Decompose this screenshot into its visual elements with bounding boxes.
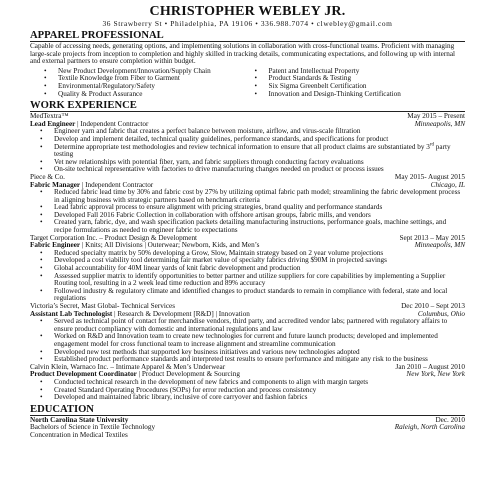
section-heading-education: EDUCATION: [30, 403, 94, 415]
job-bullet: • Assessed supplier matrix to identify opportunities to better partner and utilize suppliers for core capabilities by implementing a Supplier Routing tool, resulting in a 2 week lead time reduction and 89% accuracy: [40, 273, 465, 288]
company-name: Target Corporation Inc. – Product Design & Development: [30, 233, 198, 242]
job-bullet: • Created Standard Operating Procedures (SOPs) for error reduction and process consistency: [40, 387, 465, 395]
job-bullet: • Lead fabric approval process to ensure alignment with pricing strategies, brand quality and performance standards: [40, 204, 465, 212]
job-subtitle: | Knits; All Divisions | Outerwear; Newborn, Kids, and Men’s: [80, 241, 260, 250]
concentration: Concentration in Medical Textiles: [30, 430, 128, 439]
skill-item: • Quality & Product Assurance: [44, 91, 255, 99]
job-bullet: • On-site technical representative with factories to drive manufacturing changes needed on product or process issues: [40, 166, 465, 174]
job-subtitle: | Research & Development [R&D] | Innovation: [112, 309, 250, 318]
job-bullets: [30, 250, 465, 303]
school-name: North Carolina State University: [30, 415, 129, 424]
skills-list: [30, 68, 465, 98]
job-subtitle: | Product Development & Sourcing: [136, 370, 240, 379]
ordinal-suffix: rd: [429, 142, 434, 148]
skill-item: • New Product Development/Innovation/Supply Chain: [44, 68, 255, 76]
section-divider: [30, 111, 465, 112]
degree: Bachelors of Science in Textile Technology: [30, 423, 156, 432]
job-bullet: • Developed a cost viability tool determining fair market value of specialty fabrics driving $90M in projected savings: [40, 257, 465, 265]
job-title: Assistant Lab Technologist: [30, 309, 113, 318]
job-dates: Jan 2010 – August 2010: [395, 362, 465, 371]
skills-column-left: [44, 68, 255, 98]
job-bullet: • Conducted technical research in the development of new fabrics and components to align with margin targets: [40, 379, 465, 387]
job-subtitle: | Independent Contractor: [75, 119, 149, 128]
job-bullet: • Determine appropriate test methodologies and review technical information to ensure that all product claims are substantiated by 3rd party testing: [40, 144, 465, 159]
job-title: Lead Engineer: [30, 119, 76, 128]
school-location: Raleigh, North Carolina: [394, 423, 465, 432]
job-bullet: • Developed and maintained fabric library, inclusive of core carryover and fashion fabrics: [40, 394, 465, 402]
job-bullet: • Served as technical point of contact for merchandise vendors, third party, and accredited vendor labs; partnered with regulatory affairs to ensure product compliancy with domestic and international regulations and law: [40, 318, 465, 333]
skill-item: • Textile Knowledge from Fiber to Garment: [44, 75, 255, 83]
job-bullet: • Vet new relationships with potential fiber, yarn, and fabric suppliers through conducting factory evaluations: [40, 159, 465, 167]
job-location: Columbus, Ohio: [417, 309, 465, 318]
job-bullet: • Engineer yarn and fabric that creates a perfect balance between moisture, airflow, and virus-scale filtration: [40, 128, 465, 136]
job-title: Product Development Coordinator: [30, 370, 137, 379]
candidate-name: CHRISTOPHER WEBLEY JR.: [149, 4, 346, 19]
job-title: Fabric Manager: [30, 180, 81, 189]
company-name: Calvin Klein, Warnaco Inc. – Intimate Apparel & Men’s Underwear: [30, 362, 226, 371]
job-location: Minneapolis, MN: [414, 119, 465, 128]
job-bullet: • Reduced specialty matrix by 50% developing a Grow, Slow, Maintain strategy based on 2 year volume projections: [40, 250, 465, 258]
section-heading-profile: APPAREL PROFESSIONAL: [30, 30, 164, 41]
job-bullet: • Followed industry & regulatory climate and identified changes to product standards to remain in compliance with federal, state and local regulations: [40, 288, 465, 303]
skills-column-right: [255, 68, 466, 98]
job-location: Minneapolis, MN: [414, 241, 465, 250]
contact-line: 36 Strawberry St • Philadelphia, PA 19106 • 336.988.7074 • clwebley@gmail.com: [102, 19, 393, 28]
job-bullet: • Established product performance standards and interpreted test results to ensure performance and mitigate any risk to the business: [40, 356, 465, 364]
section-heading-work: WORK EXPERIENCE: [30, 100, 137, 112]
job-bullet: • Develop and implement detailed, technical quality guidelines, performance standards, and specifications for product: [40, 136, 465, 144]
job-location: Chicago, IL: [430, 180, 465, 189]
skill-item: • Product Standards & Testing: [255, 75, 466, 83]
job-dates: Sept 2013 – May 2015: [399, 233, 465, 242]
job-title: Fabric Engineer: [30, 241, 81, 250]
skill-item: • Environmental/Regulatory/Safety: [44, 83, 255, 91]
job-dates: May 2015 – Present: [407, 112, 465, 121]
job-dates: May 2015- August 2015: [394, 172, 465, 181]
job-location: New York, New York: [406, 370, 465, 379]
work-experience-list: [30, 113, 465, 402]
graduation-date: Dec. 2010: [435, 415, 465, 424]
job-bullets: [30, 379, 465, 402]
skill-item: • Innovation and Design-Thinking Certification: [255, 91, 466, 99]
job-subtitle: | Independent Contractor: [80, 180, 154, 189]
job-bullets: [30, 128, 465, 174]
job-bullet: • Reduced fabric lead time by 30% and fabric cost by 27% by utilizing optimal fabric path model; streamlining the fabric development process in aligning business with strategic partners based on benchmark criteria: [40, 189, 465, 204]
job-dates: Dec 2010 – Sept 2013: [401, 302, 465, 310]
job-bullet: • Global accountability for 40M linear yards of knit fabric development and production: [40, 265, 465, 273]
job-bullet: • Created yarn, fabric, dye, and wash specification packets detailing manufacturing instructions, performance goals, machine settings, and recipe formulations as needed to engineer fabric to expectations: [40, 219, 465, 234]
skill-item: • Patent and Intellectual Property: [255, 68, 466, 76]
company-name: Piece & Co.: [30, 172, 65, 181]
profile-summary: Capable of accessing needs, generating options, and implementing solutions in collaboration with cross-functional teams. Proficient with managing large-scale projects from inception to completion and highly skilled in tracking details, communicating expectations, and following up with internal and external partners to ensure completion within budget.: [30, 42, 456, 66]
skill-item: • Six Sigma Greenbelt Certification: [255, 83, 466, 91]
company-name: MedTextra™: [30, 112, 69, 121]
job-bullets: [30, 189, 465, 235]
company-name: Victoria’s Secret, Mast Global- Technical Services: [30, 302, 176, 310]
job-bullets: [30, 318, 465, 364]
job-bullet: • Worked on R&D and Innovation team to create new technologies for current and future launch products; developed and implemented engagement model for cross functional team to increase alignment and streamline communication: [40, 333, 465, 348]
job-bullet: • Developed new test methods that supported key business initiatives and various new technologies adopted: [40, 349, 465, 357]
job-bullet: • Developed Fall 2016 Fabric Collection in collaboration with offshore artisan groups, fabric mills, and vendors: [40, 212, 465, 220]
